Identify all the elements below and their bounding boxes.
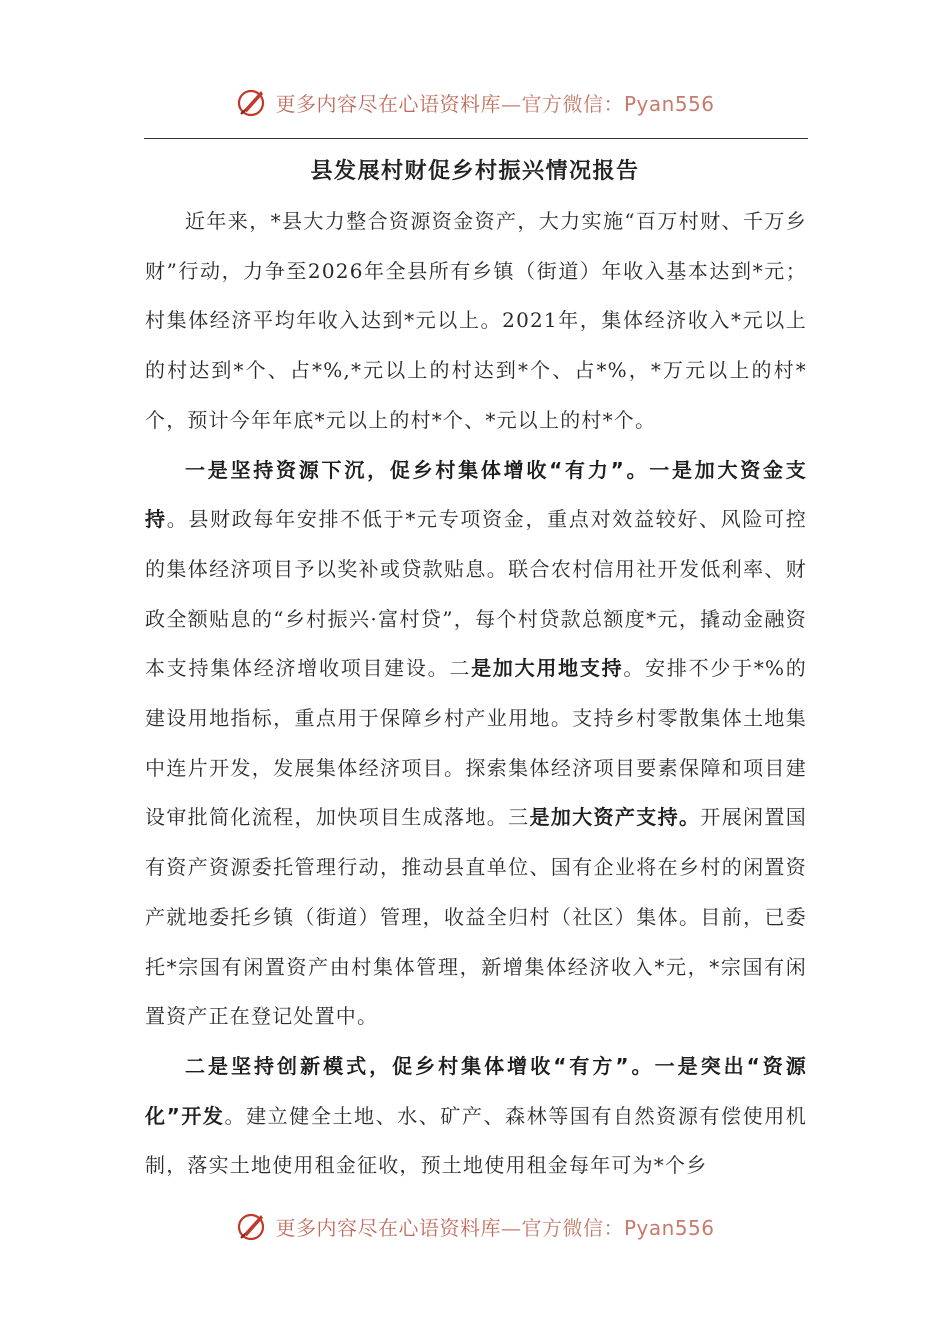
paragraph-resources: 一是坚持资源下沉，促乡村集体增收“有力”。一是加大资金支持。县财政每年安排不低于*元专项资金，重点对效益较好、风险可控的集体经济项目予以奖补或贷款贴息。联合农村信用社开发低利率、财政全额贴息的“乡村振兴·富村贷”，每个村贷款总额度*元，撬动金融资本支持集体经济增收项目建设。二是加大用地支持。安排不少于*%的建设用地指标，重点用于保障乡村产业用地。支持乡村零散集体土地集中连片开发，发展集体经济项目。探索集体经济项目要素保障和项目建设审批简化流程，加快项目生成落地。三是加大资产支持。开展闲置国有资产资源委托管理行动，推动县直单位、国有企业将在乡村的闲置资产就地委托乡镇（街道）管理，收益全归村（社区）集体。目前，已委托*宗国有闲置资产由村集体管理，新增集体经济收入*元，*宗国有闲置资产正在登记处置中。 [145, 457, 808, 1029]
document-title: 县发展村财促乡村振兴情况报告 [310, 159, 640, 184]
paragraph-innovation: 二是坚持创新模式，促乡村集体增收“有方”。一是突出“资源化”开发。建立健全土地、水、矿产、森林等国有自然资源有偿使用机制，落实土地使用租金征收，预土地使用租金每年可为*个乡 [145, 1053, 807, 1178]
quill-pen-logo-icon [235, 85, 269, 119]
banner-text: 更多内容尽在心语资料库—官方微信：Pyan556 [275, 1215, 715, 1240]
bold-heading: 是加大资产支持。 [529, 805, 701, 830]
document-body [145, 197, 807, 1191]
header-rule [144, 138, 808, 139]
header-watermark-banner [0, 82, 950, 122]
banner-text: 更多内容尽在心语资料库—官方微信：Pyan556 [275, 91, 715, 116]
bold-heading: 是加大用地支持 [471, 656, 624, 681]
paragraph-intro: 近年来，*县大力整合资源资金资产，大力实施“百万村财、千万乡财”行动，力争至2026年全县所有乡镇（街道）年收入基本达到*元；村集体经济平均年收入达到*元以上。2021年，集体经济收入*元以上的村达到*个、占*%,*元以上的村达到*个、占*%，*万元以上的村*个，预计今年年底*元以上的村*个、*元以上的村*个。 [145, 209, 807, 432]
quill-pen-logo-icon [235, 1209, 269, 1243]
bold-heading: 一是坚持资源下沉，促乡村集体增收“有力”。一是加大资金支持 [145, 457, 807, 532]
bold-heading: 二是坚持创新模式，促乡村集体增收“有方”。一是突出“资源化”开发 [145, 1053, 807, 1128]
footer-watermark-banner [0, 1206, 950, 1246]
